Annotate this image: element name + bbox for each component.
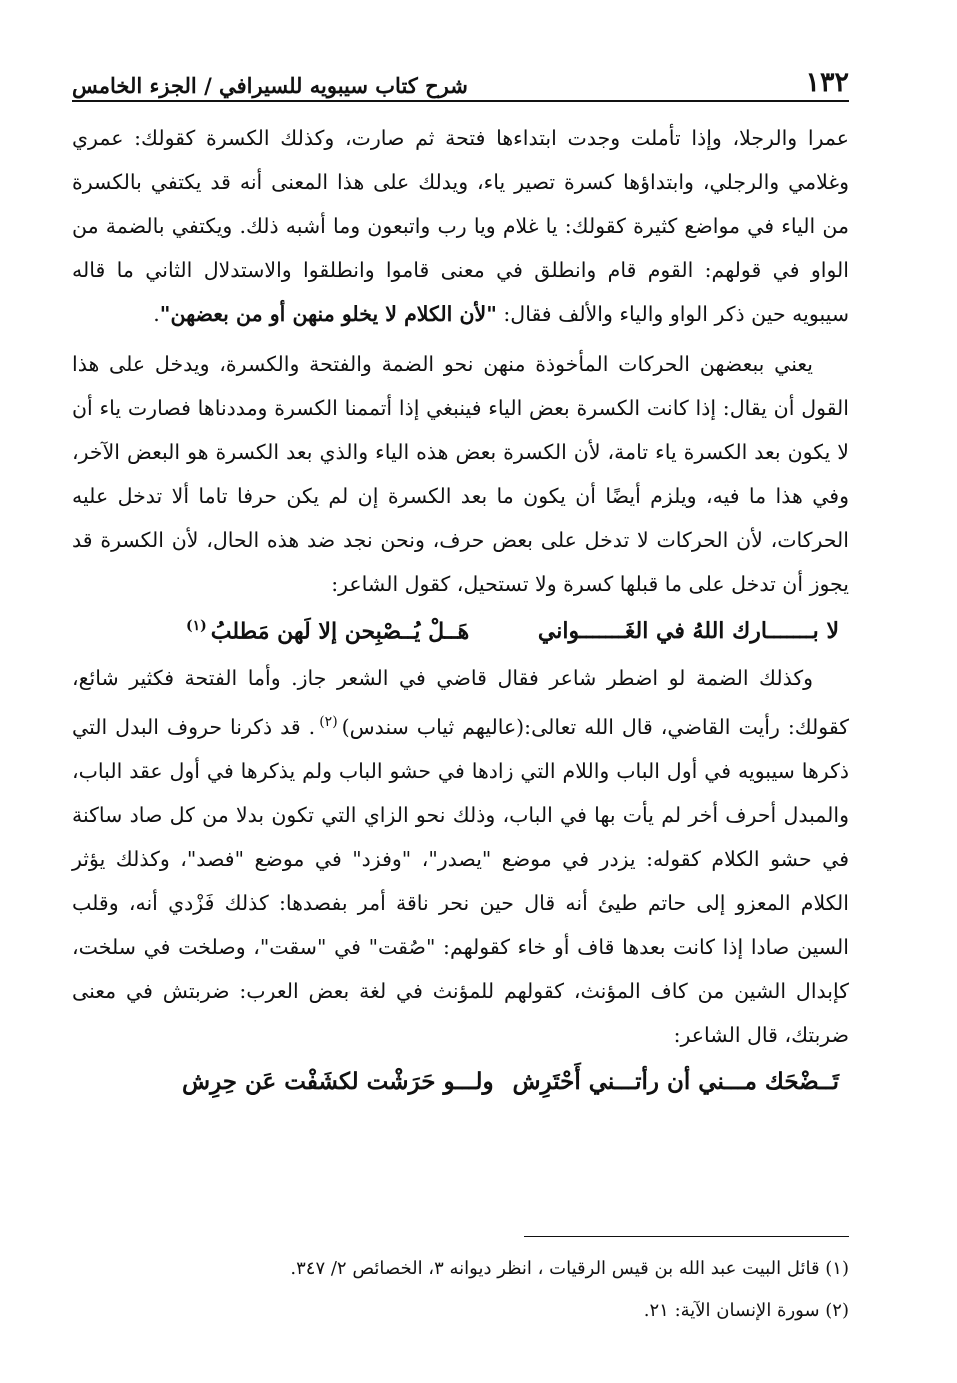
paragraph-3-end: . قد ذكرنا حروف البدل التي ذكرها سيبويه في أول الباب واللام التي زادها في حشو الباب ولم يذكرها في أول عقد الباب، والمبدل أحرف أخر لم يأت بها في الباب، وذلك نحو الزاي التي تكون بدلا من كل صاد ساكنة في حشو الكلام كقوله: يزدر في موضع "يصدر"، "وفزد" في موضع "فصد"، وكذلك يؤثر الكلام المعزو إلى حاتم طيئ أنه قال حين نحر ناقة أمر بفصدها: كذلك فَزْدي أنه، وقلب السين صادا إذا كانت بعدها قاف أو خاء كقولهم: "صُقت" في "سقت"، وصلخت في سلخت، كإبدال الشين من كاف المؤنث، كقولهم للمؤنث في لغة بعض العرب: ضربتش في معنى ضربتك، قال الشاعر: [72,714,849,1047]
verse-1-first-hemistich: لا بـــــــارك اللهُ في الغَـــــــواني [537,618,839,644]
paragraph-1-text: عمرا والرجلا، وإذا تأملت وجدت ابتداءها فتحة ثم صارت، وكذلك الكسرة كقولك: عمري وغلامي والرجلي، وابتداؤها كسرة تصير ياء، ويدلك على هذا المعنى أنه قد يكتفي بالكسرة من الياء في مواضع كثيرة كقولك: يا غلام ويا رب واتبعون وما أشبه ذلك. ويكتفي بالضمة من الواو في قولهم: القوم قام وانطلق في معنى قاموا وانطلقوا والاستدلال الثاني ما قاله سيبويه حين ذكر الواو والياء والألف فقال: [72,126,849,326]
paragraph-3 [72,656,849,1057]
page-number: ١٣٢ [805,67,849,98]
footnote-ref-1[interactable]: (١) [186,617,207,634]
verse-1 [72,606,849,656]
verse-2 [72,1057,849,1107]
verse-2-second-hemistich: ولـــو حَرَشْت لكشَفْت عَن حِرِش [182,1068,494,1096]
main-text [72,116,849,1107]
footnote-1: (١) قائل البيت عبد الله بن قيس الرقيات ، انظر ديوانه ٣، الخصائص ٢/ ٣٤٧. [290,1258,849,1279]
page-header [72,58,849,98]
verse-1-second-hemistich [182,618,469,644]
paragraph-1-end: . [153,302,160,326]
paragraph-3-text: وكذلك الضمة لو اضطر شاعر فقال قاضي في الشعر جاز. وأما الفتحة فكثير شائع، كقولك: رأيت القاضي، قال الله تعالى:(عاليهم ثياب سندس) [72,666,849,739]
paragraph-2: يعني ببعضهن الحركات المأخوذة منهن نحو الضمة والفتحة والكسرة، ويدخل على هذا القول أن يقال: إذا كانت الكسرة بعض الياء فينبغي إذا أتممنا الكسرة ومددناها فصارت ياء أن لا يكون بعد الكسرة ياء تامة، لأن الكسرة بعض هذه الياء والذي بعد الكسرة هو البعض الآخر، وفي هذا ما فيه، ويلزم أيضًا أن يكون ما بعد الكسرة إن لم يكن حرفا تاما ألا تدخل عليه الحركات، لأن الحركات لا تدخل على بعض حرف، ونحن نجد ضد هذه الحال، لأن الكسرة قد يجوز أن تدخل على ما قبلها كسرة ولا تستحيل، كقول الشاعر: [72,352,849,596]
verse-2-first-hemistich: تَــضْحَك مـــني أن رأتـــني أَحْتَرِش [512,1068,839,1096]
footnote-2: (٢) سورة الإنسان الآية: ٢١. [643,1300,849,1321]
verse-1-second-text: هَــلْ يُــصْبِحن إلا لَهن مَطلبُ [210,618,470,645]
footnote-ref-2[interactable]: (٢) [319,714,338,730]
running-title: شرح كتاب سيبويه للسيرافي / الجزء الخامس [72,73,468,98]
header-divider [72,100,849,102]
footnote-divider [524,1236,849,1237]
footnotes [72,1248,849,1332]
paragraph-1 [72,116,849,336]
sibawayh-quote: "لأن الكلام لا يخلو منهن أو من بعضهن" [159,302,497,326]
